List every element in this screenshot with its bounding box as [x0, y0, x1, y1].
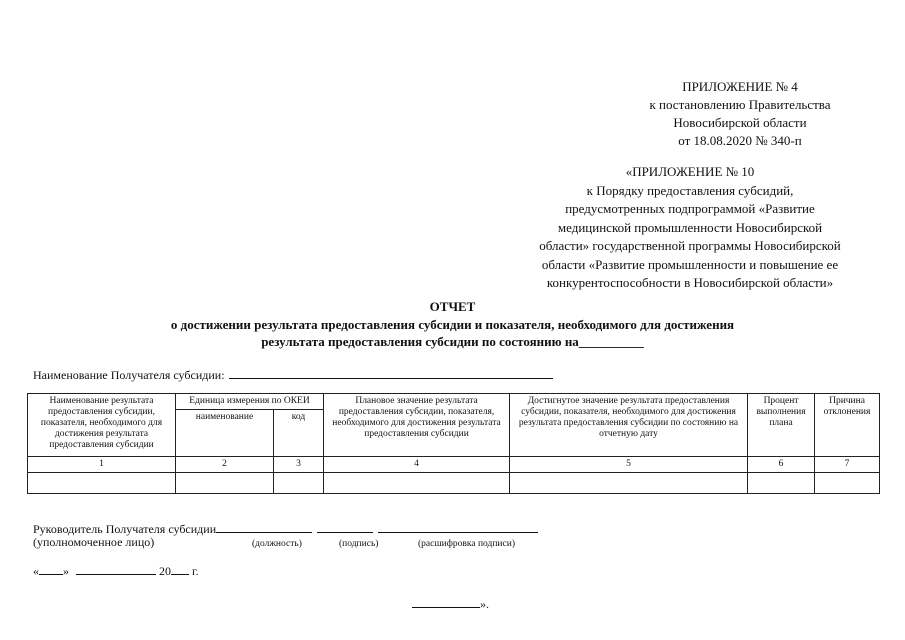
- header-planned-value: Плановое значение результата предоставления субсидии, показателя, необходимого для достижения результата предоставления субсидии: [324, 394, 510, 457]
- table-cell[interactable]: [815, 473, 880, 494]
- column-number: 7: [815, 457, 880, 473]
- signature-caption: (подпись): [339, 539, 379, 549]
- header-percent: Процент выполнения плана: [748, 394, 815, 457]
- date-row: [33, 563, 199, 579]
- decoding-caption: (расшифровка подписи): [418, 539, 515, 549]
- appendix-line: от 18.08.2020 № 340-п: [678, 133, 802, 148]
- table-cell[interactable]: [28, 473, 176, 494]
- appendix-line: ПРИЛОЖЕНИЕ № 4: [682, 79, 798, 94]
- signature-blank[interactable]: [317, 521, 373, 533]
- column-number: 6: [748, 457, 815, 473]
- table-cell[interactable]: [274, 473, 324, 494]
- table-cell[interactable]: [748, 473, 815, 494]
- header-reason: Причина отклонения: [815, 394, 880, 457]
- appendix-line: к постановлению Правительства: [649, 97, 831, 112]
- closing-blank[interactable]: [412, 596, 480, 608]
- title-heading: ОТЧЕТ: [429, 299, 476, 314]
- quoted-appendix-header: [500, 163, 880, 293]
- title-subtitle-date: результата предоставления субсидии по состоянию на__________: [261, 334, 644, 349]
- quoted-appendix-line: «ПРИЛОЖЕНИЕ № 10: [625, 164, 755, 179]
- head-label: Руководитель Получателя субсидии: [33, 522, 217, 536]
- quoted-appendix-line: области «Развитие промышленности и повышение ее: [541, 256, 839, 272]
- recipient-name-blank[interactable]: [229, 367, 553, 379]
- recipient-label: Наименование Получателя субсидии:: [33, 368, 225, 382]
- appendix-header: [600, 78, 880, 150]
- quoted-appendix-line: к Порядку предоставления субсидий,: [586, 182, 794, 198]
- column-number: 2: [176, 457, 274, 473]
- recipient-row: [33, 367, 553, 383]
- table-cell[interactable]: [176, 473, 274, 494]
- closing-mark: ».: [480, 597, 489, 611]
- quoted-appendix-line: конкурентоспособности в Новосибирской области»: [546, 275, 834, 290]
- title-subtitle: о достижении результата предоставления субсидии и показателя, необходимого для достижения: [170, 316, 735, 332]
- report-table: [27, 393, 880, 494]
- table-row: [28, 473, 880, 494]
- quoted-appendix-line: медицинской промышленности Новосибирской: [557, 219, 823, 235]
- header-unit-name: наименование: [176, 410, 274, 457]
- month-blank[interactable]: [76, 563, 156, 575]
- authorized-person-label: (уполномоченное лицо): [33, 535, 155, 549]
- quoted-appendix-line: области» государственной программы Новосибирской: [539, 238, 841, 253]
- year-blank[interactable]: [171, 563, 189, 575]
- column-number: 5: [510, 457, 748, 473]
- header-unit-okei: Единица измерения по ОКЕИ: [176, 394, 324, 410]
- header-achieved-value: Достигнутое значение результата предоставления субсидии, показателя, необходимого для достижения результата предоставления субсидии по состоянию на отчетную дату: [510, 394, 748, 457]
- report-title: [0, 298, 905, 351]
- open-quote: «: [33, 564, 39, 578]
- table-cell[interactable]: [324, 473, 510, 494]
- year-prefix: 20: [159, 564, 171, 578]
- column-number: 4: [324, 457, 510, 473]
- header-unit-code: код: [274, 410, 324, 457]
- year-suffix: г.: [192, 564, 199, 578]
- position-blank[interactable]: [216, 521, 312, 533]
- day-blank[interactable]: [39, 563, 63, 575]
- close-quote: »: [63, 564, 69, 578]
- column-number: 1: [28, 457, 176, 473]
- appendix-line: Новосибирской области: [673, 115, 807, 130]
- table-header-row: [28, 394, 880, 410]
- decoding-blank[interactable]: [378, 521, 538, 533]
- column-number-row: [28, 457, 880, 473]
- column-number: 3: [274, 457, 324, 473]
- quoted-appendix-line: предусмотренных подпрограммой «Развитие: [565, 201, 815, 216]
- position-caption: (должность): [252, 539, 302, 549]
- closing-row: [412, 596, 489, 612]
- table-cell[interactable]: [510, 473, 748, 494]
- header-result-name: Наименование результата предоставления субсидии, показателя, необходимого для достижения результата предоставления субсидии: [28, 394, 176, 457]
